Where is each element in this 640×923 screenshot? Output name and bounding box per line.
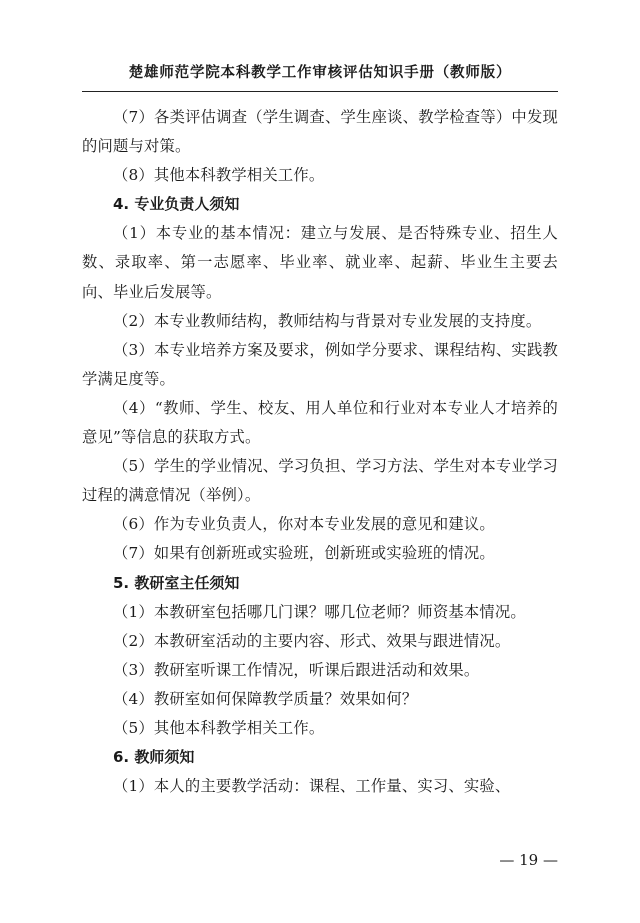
paragraph: （1）本专业的基本情况：建立与发展、是否特殊专业、招生人数、录取率、第一志愿率、毕业率、就业率、起薪、毕业生主要去向、毕业后发展等。	[82, 224, 558, 301]
paragraph: （7）各类评估调查（学生调查、学生座谈、教学检查等）中发现的问题与对策。	[82, 108, 558, 156]
running-header: 楚雄师范学院本科教学工作审核评估知识手册（教师版）	[82, 58, 558, 92]
paragraph: （3）本专业培养方案及要求，例如学分要求、课程结构、实践教学满足度等。	[82, 340, 558, 388]
section-heading: 6. 教师须知	[113, 748, 195, 767]
paragraph: （1）本人的主要教学活动：课程、工作量、实习、实验、	[113, 777, 511, 796]
paragraph: （6）作为专业负责人，你对本专业发展的意见和建议。	[113, 515, 495, 534]
section-heading: 4. 专业负责人须知	[113, 195, 240, 214]
paragraph: （2）本教研室活动的主要内容、形式、效果与跟进情况。	[113, 631, 511, 650]
paragraph: （3）教研室听课工作情况，听课后跟进活动和效果。	[113, 660, 480, 679]
page-body	[82, 103, 558, 801]
paragraph: （1）本教研室包括哪几门课？哪几位老师？师资基本情况。	[113, 602, 526, 621]
paragraph: （4）教研室如何保障教学质量？效果如何？	[113, 689, 418, 708]
section-heading: 5. 教研室主任须知	[113, 573, 240, 592]
page-number: — 19 —	[499, 851, 558, 869]
paragraph: （5）学生的学业情况、学习负担、学习方法、学生对本专业学习过程的满意情况（举例）。	[82, 457, 558, 505]
paragraph: （7）如果有创新班或实验班，创新班或实验班的情况。	[113, 544, 495, 563]
paragraph: （4）“教师、学生、校友、用人单位和行业对本专业人才培养的意见”等信息的获取方式。	[82, 398, 558, 447]
paragraph: （5）其他本科教学相关工作。	[113, 718, 325, 737]
paragraph: （8）其他本科教学相关工作。	[113, 166, 325, 185]
paragraph: （2）本专业教师结构，教师结构与背景对专业发展的支持度。	[113, 311, 542, 330]
